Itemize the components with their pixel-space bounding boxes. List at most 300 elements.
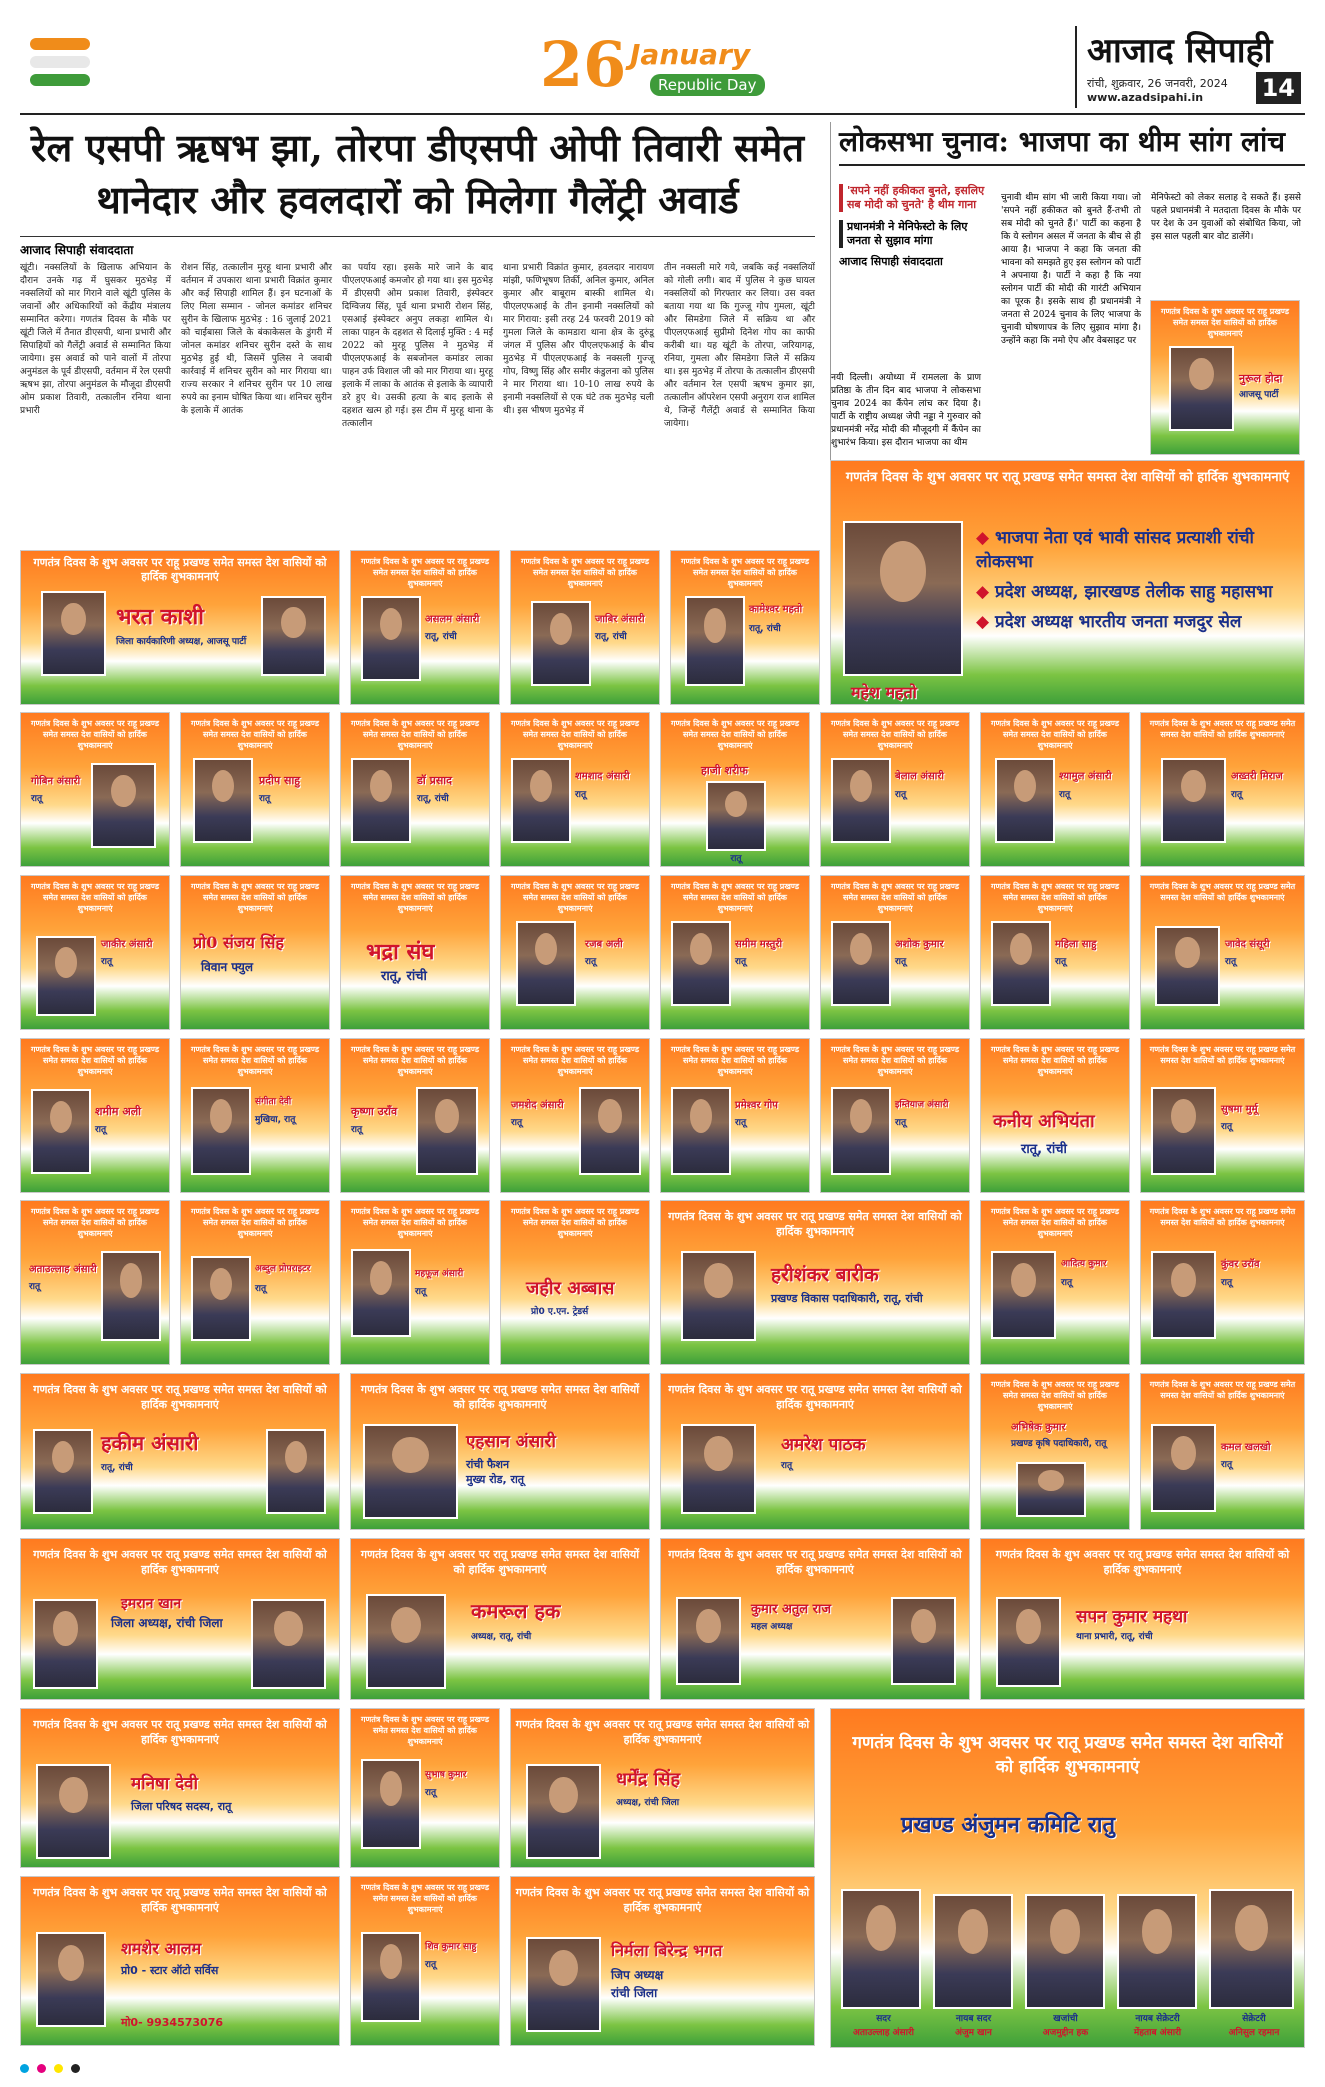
portrait-photo [516, 921, 576, 1006]
member-name: अताउल्लाह अंसारी [853, 2028, 914, 2038]
greeting-ad [500, 1200, 650, 1365]
greeting-text: गणतंत्र दिवस के शुभ अवसर पर राहू प्रखण्ड समेत समस्त देश वासियों को हार्दिक शुभकामनाएं [1161, 307, 1289, 338]
designation-item: ◆ भाजपा नेता एवं भावी सांसद प्रत्याशी रांची लोकसभा [976, 526, 1296, 574]
person-title: रांची फैशन [466, 1458, 510, 1471]
portrait-photo [361, 1759, 421, 1849]
greeting-text: गणतंत्र दिवस के शुभ अवसर पर राहू प्रखण्ड समेत समस्त देश वासियों को हार्दिक शुभकामनाएं [351, 1045, 479, 1076]
person-name: असलम अंसारी [425, 614, 480, 625]
greeting-ad [350, 550, 500, 705]
person-title: रातू [259, 794, 271, 804]
person-name: हकीम अंसारी [101, 1431, 199, 1455]
news-article-gallantry [20, 122, 815, 552]
person-title: अध्यक्ष, रातू, रांची [471, 1632, 532, 1642]
person-address: मुख्य रोड, रातू [466, 1473, 525, 1486]
person-name: जाबिर अंसारी [595, 614, 645, 625]
portrait-photo [1151, 1424, 1216, 1512]
portrait-photo [33, 1599, 98, 1689]
person-name: एहसान अंसारी [466, 1432, 556, 1452]
greeting-text: गणतंत्र दिवस के शुभ अवसर पर रातू प्रखण्ड समेत समस्त देश वासियों को हार्दिक शुभकामनाएं [668, 1210, 962, 1238]
greeting-text: गणतंत्र दिवस के शुभ अवसर पर राहू प्रखण्ड समेत समस्त देश वासियों को हार्दिक शुभकामनाएं [351, 882, 479, 913]
article-column: नयी दिल्ली। अयोध्या में रामलला के प्राण प्रतिष्ठा के तीन दिन बाद भाजपा ने लोकसभा चुनाव 2024 का कैंपेन लांच कर दिया है। पार्टी के राष्ट्रीय अध्यक्ष जेपी नड्डा ने गुरुवार को प्रधानमंत्री नरेंद्र मोदी की मौजूदगी में कैंपेन का शुभारंभ किया। इस दौरान भाजपा का थीम [831, 373, 981, 448]
person-name: जमशेद अंसारी [511, 1100, 564, 1111]
portrait-photo [36, 936, 96, 1016]
greeting-text: गणतंत्र दिवस के शुभ अवसर पर राहू प्रखण्ड समेत समस्त देश वासियों को हार्दिक शुभकामनाएं [511, 882, 639, 913]
person-name: गोबिन अंसारी [31, 776, 81, 787]
greeting-text: गणतंत्र दिवस के शुभ अवसर पर राहू प्रखण्ड समेत समस्त देश वासियों को हार्दिक शुभकामनाएं [991, 719, 1119, 750]
greeting-ad [180, 712, 330, 867]
person-name: महिला साहु [1055, 939, 1097, 950]
greeting-text: गणतंत्र दिवस के शुभ अवसर पर राहू प्रखण्ड समेत समस्त देश वासियों को हार्दिक शुभकामनाएं [351, 719, 479, 750]
greeting-text: गणतंत्र दिवस के शुभ अवसर पर रातू प्रखण्ड समेत समस्त देश वासियों को हार्दिक शुभकामनाएं [845, 470, 1290, 485]
greeting-text: गणतंत्र दिवस के शुभ अवसर पर राहू प्रखण्ड समेत समस्त देश वासियों को हार्दिक शुभकामनाएं [1149, 882, 1296, 902]
person-title: रातू [1061, 1278, 1073, 1288]
greeting-text: गणतंत्र दिवस के शुभ अवसर पर रातू प्रखण्ड समेत समस्त देश वासियों को हार्दिक शुभकामनाएं [33, 1383, 327, 1411]
person-title: महल अध्यक्ष [751, 1622, 793, 1632]
person-address: रांची जिला [611, 1986, 658, 2000]
portrait-photo [351, 758, 411, 843]
person-name: अख्तरी मिराज [1231, 771, 1283, 782]
person-name: धर्मेंद्र सिंह [616, 1769, 681, 1790]
portrait-photo [579, 1087, 641, 1175]
member-role: नायब सेक्रेटरी [1135, 2014, 1180, 2024]
greeting-ad [670, 550, 820, 705]
person-title: रातू [895, 957, 907, 967]
portrait-photo [1161, 758, 1226, 843]
greeting-ad [500, 875, 650, 1030]
article-column: मेनिफेस्टो को लेकर सलाह दे सकते हैं। इससे पहले प्रधानमंत्री ने मतदाता दिवस के मौके पर पर देश के उन युवाओं को संबोधित किया, जो इस साल पहली बार वोट डालेंगे। [1151, 193, 1301, 242]
greeting-ad-large [20, 1538, 340, 1700]
person-name: आदित्य कुमार [1061, 1259, 1107, 1269]
greeting-text: गणतंत्र दिवस के शुभ अवसर पर राहू प्रखण्ड समेत समस्त देश वासियों को हार्दिक शुभकामनाएं [991, 1207, 1119, 1238]
portrait-photo [831, 1087, 891, 1175]
person-name: कृष्णा उराँव [351, 1105, 398, 1118]
byline: आजाद सिपाही संवाददाता [839, 255, 943, 268]
person-name: इमरान खान [121, 1596, 182, 1612]
greeting-ad [180, 1200, 330, 1365]
person-name: सुषमा मुर्मू [1221, 1104, 1258, 1115]
greeting-text: गणतंत्र दिवस के शुभ अवसर पर राहू प्रखण्ड समेत समस्त देश वासियों को हार्दिक शुभकामनाएं [361, 557, 489, 588]
person-title: प्रखण्ड कृषि पदाधिकारी, रातू [1011, 1439, 1107, 1449]
portrait-photo [511, 758, 571, 843]
greeting-text: गणतंत्र दिवस के शुभ अवसर पर राहू प्रखण्ड समेत समस्त देश वासियों को हार्दिक शुभकामनाएं [33, 556, 327, 583]
portrait-photo [676, 1597, 741, 1685]
greeting-text: गणतंत्र दिवस के शुभ अवसर पर राहू प्रखण्ड समेत समस्त देश वासियों को हार्दिक शुभकामनाएं [511, 1045, 639, 1076]
portrait-photo [526, 1764, 601, 1859]
greeting-text: गणतंत्र दिवस के शुभ अवसर पर रातू प्रखण्ड समेत समस्त देश वासियों को हार्दिक शुभकामनाएं [360, 1383, 640, 1411]
portrait-photo [841, 1889, 921, 2009]
greeting-text: गणतंत्र दिवस के शुभ अवसर पर रातू प्रखण्ड समेत समस्त देश वासियों को हार्दिक शुभकामनाएं [515, 1718, 810, 1746]
phone-number: मो0- 9934573076 [121, 2016, 224, 2029]
greeting-text: गणतंत्र दिवस के शुभ अवसर पर राहू प्रखण्ड समेत समस्त देश वासियों को हार्दिक शुभकामनाएं [831, 882, 959, 913]
greeting-ad [820, 1038, 970, 1193]
greeting-text: गणतंत्र दिवस के शुभ अवसर पर राहू प्रखण्ड समेत समस्त देश वासियों को हार्दिक शुभकामनाएं [681, 557, 809, 588]
greeting-ad [20, 875, 170, 1030]
greeting-ad-large [20, 1876, 340, 2046]
greeting-text: गणतंत्र दिवस के शुभ अवसर पर राहू प्रखण्ड समेत समस्त देश वासियों को हार्दिक शुभकामनाएं [1149, 1207, 1296, 1227]
greeting-ad [980, 1038, 1130, 1193]
member-role: सेक्रेटरी [1242, 2014, 1266, 2024]
greeting-ad-large [830, 460, 1305, 705]
person-name: जाकीर अंसारी [101, 939, 153, 950]
portrait-photo [991, 921, 1051, 1006]
person-title: रातू [1059, 790, 1071, 800]
portrait-photo [526, 1937, 601, 2032]
greeting-text: गणतंत्र दिवस के शुभ अवसर पर रातू प्रखण्ड समेत समस्त देश वासियों को हार्दिक शुभकामनाएं [668, 1383, 962, 1411]
portrait-photo [36, 1932, 106, 2027]
greeting-ad [820, 875, 970, 1030]
person-name: प्रो0 संजय सिंह [193, 933, 284, 952]
greeting-text: गणतंत्र दिवस के शुभ अवसर पर राहू प्रखण्ड समेत समस्त देश वासियों को हार्दिक शुभकामनाएं [351, 1207, 479, 1238]
designation-item: ◆ प्रदेश अध्यक्ष, झारखण्ड तेलीक साहु महासभा [976, 580, 1296, 604]
portrait-photo [995, 758, 1055, 843]
person-title: रातू [1231, 790, 1243, 800]
pull-quote: 'सपने नहीं हकीकत बुनते, इसलिए सब मोदी को चुनते' है थीम गाना [839, 184, 989, 212]
greeting-ad [660, 1038, 810, 1193]
portrait-photo [996, 1597, 1061, 1687]
greeting-text: गणतंत्र दिवस के शुभ अवसर पर राहू प्रखण्ड समेत समस्त देश वासियों को हार्दिक शुभकामनाएं [31, 1207, 159, 1238]
subheadline: प्रधानमंत्री ने मेनिफेस्टो के लिए जनता से सुझाव मांगा [839, 220, 989, 248]
greeting-ad-large [20, 1373, 340, 1530]
portrait-photo [91, 763, 156, 848]
newspaper-name: आजाद सिपाही [1087, 31, 1273, 71]
greeting-text: गणतंत्र दिवस के शुभ अवसर पर राहू प्रखण्ड समेत समस्त देश वासियों को हार्दिक शुभकामनाएं [361, 1883, 489, 1914]
greeting-text: गणतंत्र दिवस के शुभ अवसर पर रातू प्रखण्ड समेत समस्त देश वासियों को हार्दिक शुभकामनाएं [852, 1733, 1283, 1777]
person-title: प्रखण्ड विकास पदाधिकारी, रातू, रांची [771, 1292, 923, 1305]
person-name: भद्रा संघ [366, 939, 435, 965]
republic-day-number: 26 [540, 28, 627, 101]
portrait-photo [1016, 1462, 1086, 1517]
person-title: रातू [1221, 1460, 1233, 1470]
page-number: 14 [1256, 72, 1301, 104]
greeting-ad [20, 1200, 170, 1365]
member-role: नायब सदर [955, 2014, 992, 2024]
greeting-ad [340, 1200, 490, 1365]
greeting-text: गणतंत्र दिवस के शुभ अवसर पर रातू प्रखण्ड समेत समस्त देश वासियों को हार्दिक शुभकामनाएं [33, 1548, 327, 1576]
person-title: जिला परिषद सदस्य, रातू [131, 1800, 232, 1813]
portrait-photo [671, 921, 731, 1006]
person-name: अभिषेक कुमार [1011, 1422, 1066, 1433]
person-title: रातू [575, 790, 587, 800]
person-title: रातू [101, 957, 113, 967]
person-title: रातू, रांची [749, 624, 781, 634]
greeting-ad [340, 1038, 490, 1193]
byline: आजाद सिपाही संवाददाता [20, 236, 815, 258]
greeting-ad-large [510, 1708, 815, 1868]
greeting-ad [510, 550, 660, 705]
portrait-photo [261, 596, 326, 676]
designation-list [976, 526, 1296, 640]
person-name: भरत काशी [116, 604, 204, 630]
republic-day-subtitle: Republic Day [650, 74, 765, 96]
greeting-ad-anjuman [830, 1708, 1305, 2048]
color-registration-marks [20, 2058, 1305, 2070]
greeting-ad [20, 1038, 170, 1193]
greeting-text: गणतंत्र दिवस के शुभ अवसर पर राहू प्रखण्ड समेत समस्त देश वासियों को हार्दिक शुभकामनाएं [191, 1045, 319, 1076]
greeting-ad [980, 1373, 1130, 1530]
person-title: रातू [1225, 957, 1237, 967]
greeting-text: गणतंत्र दिवस के शुभ अवसर पर रातू प्रखण्ड समेत समस्त देश वासियों को हार्दिक शुभकामनाएं [360, 1548, 640, 1576]
person-title: रातू [351, 1125, 363, 1135]
person-title: रातू [1221, 1122, 1233, 1132]
person-title: रातू, रांची [425, 632, 457, 642]
article-column: का पर्याय रहा। इसके मारे जाने के बाद पीएलएफआई कमजोर हो गया था। इस मुठभेड़ में डीएसपी ओम प्रकाश तिवारी, इंस्पेक्टर दिग्विजय सिंह, पूर्व थाना प्रभारी रोशन सिंह, एसआई इंस्पेक्टर अनुप लकड़ा शामिल थे। लाका पाहन के दहशत से दिलाई मुक्ति : 4 मई 2022 को मुरहू पुलिस ने मुठभेड़ में पीएलएफआई के सबजोनल कमांडर लाका पाहन उर्फ विशाल जी को मार गिराया था। मुरहू इलाके में लाका के आतंक से इलाके के व्यापारी डरे हुए थे। उसकी हत्या के बाद इलाके से दहशत खत्म हो गई। इस टीम में मुरहू थाना के तत्कालीन [342, 263, 493, 429]
person-title: रातू [425, 1960, 437, 1970]
person-name: महेश महतो [851, 683, 917, 702]
greeting-text: गणतंत्र दिवस के शुभ अवसर पर राहू प्रखण्ड समेत समस्त देश वासियों को हार्दिक शुभकामनाएं [191, 882, 319, 913]
person-title: रातू [255, 1284, 267, 1294]
person-title: रातू [511, 1118, 523, 1128]
person-name: शमीम अली [95, 1105, 142, 1118]
greeting-ad-large [350, 1538, 650, 1700]
person-title: रातू [29, 1282, 41, 1292]
person-title: रातू [415, 1287, 427, 1297]
greeting-text: गणतंत्र दिवस के शुभ अवसर पर राहू प्रखण्ड समेत समस्त देश वासियों को हार्दिक शुभकामनाएं [991, 1380, 1119, 1411]
website-link[interactable]: www.azadsipahi.in [1087, 91, 1204, 104]
person-name: मनिषा देवी [131, 1774, 199, 1794]
masthead [20, 20, 1305, 115]
greeting-ad [1140, 1200, 1305, 1365]
person-title: रातू [95, 1125, 107, 1135]
greeting-ad [340, 712, 490, 867]
greeting-ad [20, 550, 340, 705]
greeting-text: गणतंत्र दिवस के शुभ अवसर पर रातू प्रखण्ड समेत समस्त देश वासियों को हार्दिक शुभकामनाएं [515, 1886, 810, 1914]
republic-day-logo [540, 28, 800, 103]
greeting-text: गणतंत्र दिवस के शुभ अवसर पर राहू प्रखण्ड समेत समस्त देश वासियों को हार्दिक शुभकामनाएं [1149, 1045, 1296, 1065]
person-name: हरीशंकर बारीक [771, 1264, 879, 1286]
greeting-text: गणतंत्र दिवस के शुभ अवसर पर राहू प्रखण्ड समेत समस्त देश वासियों को हार्दिक शुभकामनाएं [191, 719, 319, 750]
portrait-photo [843, 521, 963, 676]
greeting-ad-large [20, 1708, 340, 1868]
person-title: रातू [31, 794, 43, 804]
person-title: रातू [1055, 957, 1067, 967]
greeting-ad [340, 875, 490, 1030]
portrait-photo [251, 1599, 326, 1689]
portrait-photo [1151, 1251, 1216, 1339]
portrait-photo [31, 1089, 91, 1174]
person-name: कुंवर उरॉव [1221, 1259, 1260, 1270]
person-name: अशोक कुमार [895, 939, 944, 950]
person-title: अध्यक्ष, रांची जिला [616, 1798, 680, 1808]
headline-bjp: लोकसभा चुनाव: भाजपा का थीम सांग लांच [839, 122, 1305, 166]
article-column: रोशन सिंह, तत्कालीन मुरहू थाना प्रभारी और वर्तमान में उपकारा थाना प्रभारी विक्रांत कुमार और कई सिपाही शामिल हैं। इन घटनाओं के लिए मिला सम्मान - जोनल कमांडर शनिचर सुरीन के खिलाफ मुठभेड़ : 16 जुलाई 2021 को चाईबासा जिले के बंकाकेसल के डुंगरी में जोनल कमांडर शनिचर सुरीन दस्ते के साथ मुठभेड़ हुई थी, जिसमें पुलिस ने जवाबी कार्रवाई में शनिचर सुरीन को मार गिराया था। राज्य सरकार ने शनिचर सुरीन पर 10 लाख रुपये का इनाम घोषित किया था। शनिचर सुरीन के इलाके में आतंक [181, 263, 332, 416]
greeting-text: गणतंत्र दिवस के शुभ अवसर पर राहू प्रखण्ड समेत समस्त देश वासियों को हार्दिक शुभकामनाएं [31, 1045, 159, 1076]
person-name: महफूज अंसारी [415, 1269, 464, 1279]
greeting-ad [660, 712, 810, 867]
person-name: अमरेश पाठक [781, 1435, 866, 1455]
greeting-ad [180, 1038, 330, 1193]
headline-gallantry: रेल एसपी ऋषभ झा, तोरपा डीएसपी ओपी तिवारी समेत थानेदार और हवलदारों को मिलेगा गैलेंट्री अवार्ड [30, 125, 805, 222]
portrait-photo [891, 1597, 956, 1685]
person-name: प्रमेश्वर गोप [735, 1100, 778, 1111]
greeting-ad [180, 875, 330, 1030]
person-title: रातू, रांची [1021, 1142, 1067, 1157]
person-title: रातू [895, 790, 907, 800]
greeting-text: गणतंत्र दिवस के शुभ अवसर पर राहू प्रखण्ड समेत समस्त देश वासियों को हार्दिक शुभकामनाएं [831, 719, 959, 750]
person-name: निर्मला बिरेन्द्र भगत [611, 1941, 723, 1960]
person-title: रातू [895, 1118, 907, 1128]
portrait-photo [1169, 346, 1234, 431]
person-title: जिला अध्यक्ष, रांची जिला [111, 1616, 223, 1630]
person-name: संगीता देवी [255, 1097, 292, 1107]
person-name: शमशेर आलम [121, 1939, 202, 1958]
person-name: रजब अली [585, 939, 623, 950]
portrait-photo [191, 1256, 251, 1341]
person-title: रातू [735, 1118, 747, 1128]
greeting-text: गणतंत्र दिवस के शुभ अवसर पर राहू प्रखण्ड समेत समस्त देश वासियों को हार्दिक शुभकामनाएं [671, 719, 799, 750]
greeting-ad [820, 712, 970, 867]
greeting-text: गणतंत्र दिवस के शुभ अवसर पर राहू प्रखण्ड समेत समस्त देश वासियों को हार्दिक शुभकामनाएं [511, 1207, 639, 1238]
person-title: रातू [735, 957, 747, 967]
greeting-text: गणतंत्र दिवस के शुभ अवसर पर राहू प्रखण्ड समेत समस्त देश वासियों को हार्दिक शुभकामनाएं [191, 1207, 319, 1238]
designation-item: ◆ प्रदेश अध्यक्ष भारतीय जनता मजदुर सेल [976, 610, 1296, 634]
greeting-text: गणतंत्र दिवस के शुभ अवसर पर राहू प्रखण्ड समेत समस्त देश वासियों को हार्दिक शुभकामनाएं [671, 1045, 799, 1076]
portrait-photo [366, 1594, 446, 1689]
portrait-photo [1209, 1889, 1294, 2009]
portrait-photo [41, 591, 106, 676]
greeting-text: गणतंत्र दिवस के शुभ अवसर पर राहू प्रखण्ड समेत समस्त देश वासियों को हार्दिक शुभकामनाएं [831, 1045, 959, 1076]
portrait-photo [1117, 1894, 1197, 2009]
person-name: इम्तियाज अंसारी [895, 1100, 949, 1110]
person-name: शिव कुमार साहु [425, 1942, 477, 1952]
greeting-text: गणतंत्र दिवस के शुभ अवसर पर रातू प्रखण्ड समेत समस्त देश वासियों को हार्दिक शुभकामनाएं [668, 1548, 962, 1576]
person-title: रातू, रांची [595, 632, 627, 642]
person-title: विवान फ्युल [201, 960, 253, 974]
person-title: जिप अध्यक्ष [611, 1968, 664, 1982]
portrait-photo [671, 1087, 731, 1175]
person-name: समीम मस्तुरी [735, 939, 783, 950]
greeting-ad [980, 1200, 1130, 1365]
portrait-photo [266, 1429, 326, 1514]
greeting-ad [980, 875, 1130, 1030]
person-title: रातू [585, 957, 597, 967]
greeting-ad [1140, 875, 1305, 1030]
portrait-photo [361, 1932, 421, 2022]
greeting-text: गणतंत्र दिवस के शुभ अवसर पर रातू प्रखण्ड समेत समस्त देश वासियों को हार्दिक शुभकामनाएं [995, 1548, 1290, 1576]
greeting-ad [500, 1038, 650, 1193]
person-title: थाना प्रभारी, रातू, रांची [1076, 1632, 1153, 1642]
greeting-ad-large [660, 1538, 970, 1700]
person-name: शमशाद अंसारी [575, 771, 630, 782]
person-name: नुरूल होदा [1239, 372, 1283, 385]
paper-title-block [1075, 26, 1305, 108]
greeting-text: गणतंत्र दिवस के शुभ अवसर पर राहू प्रखण्ड समेत समस्त देश वासियों को हार्दिक शुभकामनाएं [361, 1715, 489, 1746]
article-column: खूंटी। नक्सलियों के खिलाफ अभियान के दौरान उनके गढ़ में घुसकर मुठभेड़ में नक्सलियों को मार गिराने वाले खूंटी पुलिस के जवानों और अधिकारियों को केंद्रीय मंत्रालय सम्मानित करेगा। गणतंत्र दिवस के मौके पर खूंटी जिले में तैनात डीएसपी, थाना प्रभारी और सिपाहियों को गैलेंट्री अवार्ड से सम्मानित किया जायेगा। इस अवार्ड को पाने वालों में तोरपा अनुमंडल के पूर्व डीएसपी, वर्तमान में रेल एसपी ऋषभ झा, तोरपा अनुमंडल के मौजूदा डीएसपी ओम प्रकाश तिवारी, तत्कालीन रनिया थाना प्रभारी [20, 263, 171, 416]
portrait-photo [1025, 1894, 1105, 2009]
portrait-photo [1155, 926, 1220, 1006]
person-name: अब्दुल प्रोपराइटर [255, 1264, 311, 1274]
greeting-ad-large [660, 1373, 970, 1530]
member-name: अंजुम खान [955, 2028, 992, 2038]
date-line: रांची, शुक्रवार, 26 जनवरी, 2024 [1087, 77, 1228, 90]
portrait-photo [363, 1424, 458, 1519]
greeting-ad-large [980, 1538, 1305, 1700]
portrait-photo [1151, 1087, 1216, 1175]
person-name: प्रदीप साहु [259, 774, 301, 787]
person-name: कनीय अभियंता [993, 1111, 1095, 1132]
article-columns [20, 262, 815, 562]
person-name: हाजी शरीफ [701, 764, 748, 777]
portrait-photo [191, 1087, 251, 1175]
greeting-text: गणतंत्र दिवस के शुभ अवसर पर राहू प्रखण्ड समेत समस्त देश वासियों को हार्दिक शुभकामनाएं [521, 557, 649, 588]
greeting-text: गणतंत्र दिवस के शुभ अवसर पर रातू प्रखण्ड समेत समस्त देश वासियों को हार्दिक शुभकामनाएं [33, 1718, 327, 1746]
article-column: तीन नक्सली मारे गये, जबकि कई नक्सलियों को गोली लगी। बाद में पुलिस ने कुछ घायल नक्सलियों को गिरफ्तार कर लिया। उस वक्त बताया गया था कि गुज्जू गोप गुमला, खूंटी और सिमडेगा जिले में सक्रिय था और पीएलएफआई सुप्रीमो दिनेश गोप का काफी करीबी था। यह खूंटी के तोरपा, जरियागढ़, रनिया, गुमला और सिमडेगा जिले में सक्रिय था। इस मुठभेड़ में तोरपा के तत्कालीन डीएसपी और वर्तमान रेल एसपी ऋषभ कुमार झा, तत्कालीन ऑपरेशन एसपी अनुराग राज शामिल थे, जिन्हें गैलेंट्री अवार्ड से सम्मानित किया जायेगा। [664, 263, 815, 429]
member-role: सदर [876, 2014, 891, 2024]
person-name: कामेश्वर महतो [749, 604, 803, 615]
person-name: अताउल्लाह अंसारी [29, 1264, 97, 1275]
person-name: जहीर अब्बास [526, 1278, 615, 1299]
person-name: डॉ प्रसाद [417, 774, 452, 787]
portrait-photo [685, 596, 745, 686]
greeting-ad-large [350, 1373, 650, 1530]
article-column: चुनावी थीम सांग भी जारी किया गया। जो 'सपने नहीं हकीकत को बुनते हैं-तभी तो सब मोदी को चुनते हैं।' पार्टी का कहना है कि ये स्लोगन असल में जनता के बीच से ही आया है। भाजपा ने कहा कि जनता की भावना को समझते हुए इस स्लोगन को पार्टी ने अपनाया है। पार्टी ने कहा है कि नया स्लोगन पार्टी की मोदी की गारंटी अभियान का पूरक है। इसके साथ ही प्रधानमंत्री ने जनता से 2024 चुनाव के लिए भाजपा के चुनावी घोषणापत्र के लिए सुझाव मांगा है। उन्होंने कहा कि नमो ऐप और वेबसाइट पर [1001, 193, 1141, 346]
greeting-ad [350, 1708, 500, 1868]
person-title: जिला कार्यकारिणी अध्यक्ष, आजसू पार्टी [116, 637, 247, 647]
portrait-photo [36, 1764, 111, 1859]
republic-day-month: January [630, 38, 751, 71]
greeting-text: गणतंत्र दिवस के शुभ अवसर पर राहू प्रखण्ड समेत समस्त देश वासियों को हार्दिक शुभकामनाएं [671, 882, 799, 913]
greeting-text: गणतंत्र दिवस के शुभ अवसर पर राहू प्रखण्ड समेत समस्त देश वासियों को हार्दिक शुभकामनाएं [991, 1045, 1119, 1076]
greeting-text: गणतंत्र दिवस के शुभ अवसर पर रातू प्रखण्ड समेत समस्त देश वासियों को हार्दिक शुभकामनाएं [33, 1886, 327, 1914]
portrait-photo [831, 921, 891, 1006]
member-role: खजांची [1053, 2014, 1078, 2024]
person-title: रातू, रांची [417, 794, 449, 804]
portrait-photo [531, 601, 591, 686]
portrait-photo [681, 1251, 756, 1341]
portrait-photo [831, 758, 891, 843]
greeting-ad [500, 712, 650, 867]
portrait-photo [681, 1424, 756, 1514]
person-title: रातू [781, 1461, 793, 1471]
person-title: रातू [730, 854, 742, 864]
portrait-photo [101, 1251, 161, 1341]
article-column: थाना प्रभारी विक्रांत कुमार, हवलदार नारायण मांझी, फणिभूषण तिर्की, अनिल कुमार, अनिल कुमार और बाबूराम बास्की शामिल थे। पीएलएफआई के तीन इनामी नक्सलियों को मार गिराया: इसी तरह 24 फरवरी 2019 को गुमला जिले के कामडारा थाना क्षेत्र के दुरुंडू जंगल में पुलिस और पीएलएफआई के बीच मुठभेड़ में पीएलएफआई के नक्सली गुज्जू गोप, विष्णु सिंह और समीर कंडुलना को पुलिस ने मार गिराया था। 10-10 लाख रुपये के इनामी नक्सलियों से एक घंटे तक मुठभेड़ चली थी। इस भीषण मुठभेड़ में [503, 263, 654, 416]
greeting-ad [1140, 1373, 1305, 1530]
greeting-ad [980, 712, 1130, 867]
greeting-text: गणतंत्र दिवस के शुभ अवसर पर राहू प्रखण्ड समेत समस्त देश वासियों को हार्दिक शुभकामनाएं [31, 719, 159, 750]
person-name: जावेद संसूरी [1225, 939, 1270, 950]
person-name: श्यामुल अंसारी [1059, 771, 1112, 782]
person-title: प्रो0 ए.एन. ट्रेडर्स [531, 1307, 589, 1317]
person-title: रातू [1221, 1278, 1233, 1288]
greeting-ad [350, 1876, 500, 2046]
person-name: सुभाष कुमार [425, 1770, 467, 1780]
person-name: बेलाल अंसारी [895, 771, 945, 782]
tiranga-logo-icon [20, 28, 100, 98]
portrait-photo [361, 596, 421, 681]
greeting-text: गणतंत्र दिवस के शुभ अवसर पर राहू प्रखण्ड समेत समस्त देश वासियों को हार्दिक शुभकामनाएं [991, 882, 1119, 913]
person-title: मुखिया, रातू [255, 1115, 296, 1125]
greeting-ad-large [660, 1200, 970, 1365]
person-title: रातू, रांची [381, 969, 427, 984]
greeting-ad [1150, 300, 1300, 455]
greeting-text: गणतंत्र दिवस के शुभ अवसर पर राहू प्रखण्ड समेत समस्त देश वासियों को हार्दिक शुभकामनाएं [31, 882, 159, 913]
portrait-photo [351, 1249, 411, 1337]
member-name: अनिसुल रहमान [1228, 2028, 1280, 2038]
greeting-text: गणतंत्र दिवस के शुभ अवसर पर राहू प्रखण्ड समेत समस्त देश वासियों को हार्दिक शुभकामनाएं [1149, 719, 1296, 739]
portrait-photo [416, 1087, 478, 1175]
greeting-text: गणतंत्र दिवस के शुभ अवसर पर राहू प्रखण्ड समेत समस्त देश वासियों को हार्दिक शुभकामनाएं [511, 719, 639, 750]
person-title: रातू [425, 1788, 437, 1798]
portrait-photo [991, 1251, 1056, 1339]
person-title: रातू, रांची [101, 1463, 133, 1473]
person-name: कमरूल हक [471, 1599, 561, 1623]
person-name: सपन कुमार महथा [1076, 1607, 1188, 1627]
portrait-photo [706, 781, 766, 851]
greeting-ad [1140, 1038, 1305, 1193]
greeting-ad [1140, 712, 1305, 867]
greeting-ad-large [510, 1876, 815, 2046]
greeting-ad [660, 875, 810, 1030]
